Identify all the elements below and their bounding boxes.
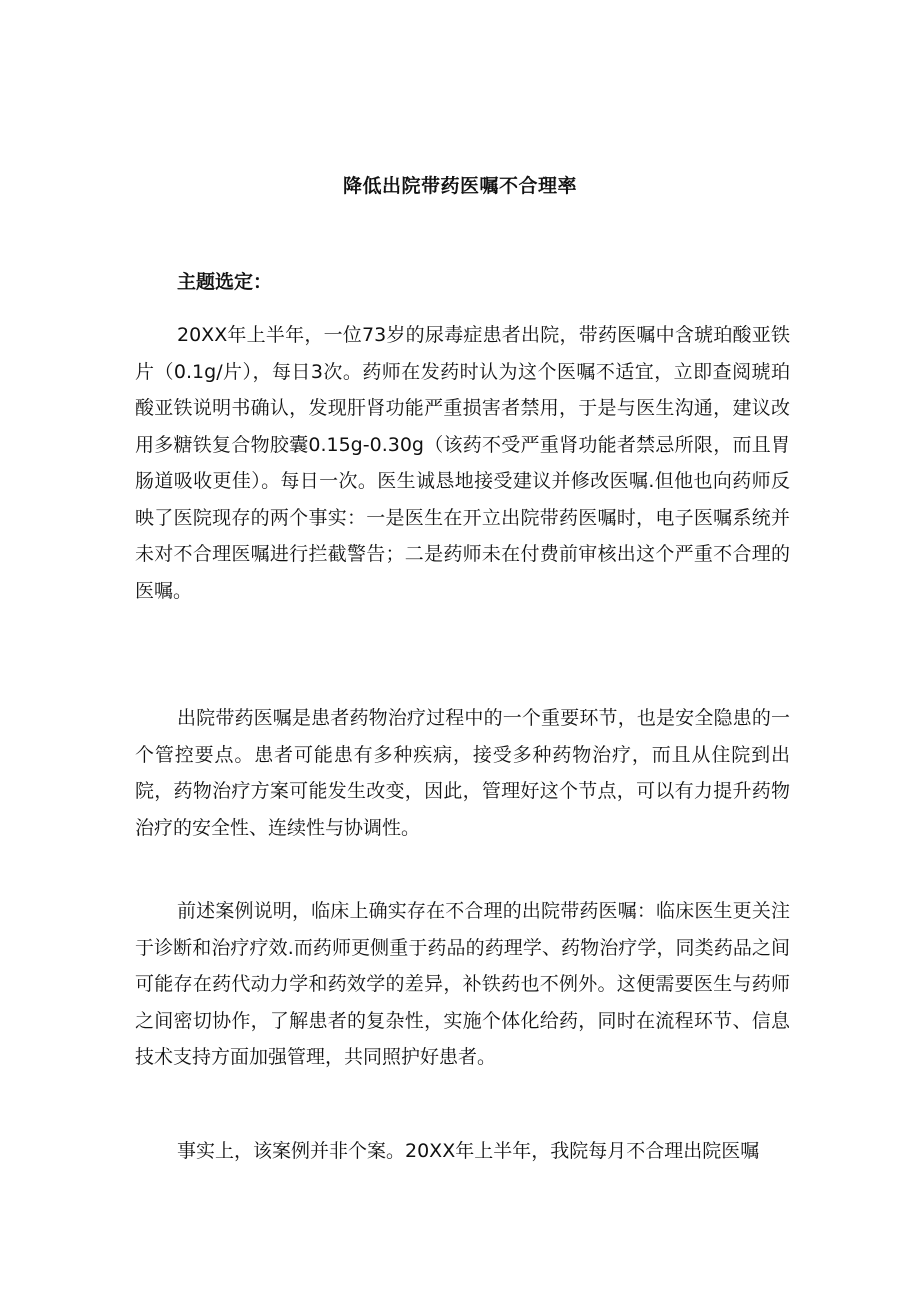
paragraph-case: 20XX年上半年，一位73岁的尿毒症患者出院，带药医嘱中含琥珀酸亚铁片（0.1g/片），每日3次。药师在发药时认为这个医嘱不适宜，立即查阅琥珀酸亚铁说明书确认，发现肝肾功能严重损害者禁用，于是与医生沟通，建议改用多糖铁复合物胶囊0.15g-0.30g（该药不受严重肾功能者禁忌所限，而且胃肠道吸收更佳）。每日一次。医生诚恳地接受建议并修改医嘱.但他也向药师反映了医院现存的两个事实：一是医生在开立出院带药医嘱时，电子医嘱系统并未对不合理医嘱进行拦截警告；二是药师未在付费前审核出这个严重不合理的医嘱。 xyxy=(135,324,790,602)
paragraph-importance: 出院带药医嘱是患者药物治疗过程中的一个重要环节，也是安全隐患的一个管控要点。患者可能患有多种疾病，接受多种药物治疗，而且从住院到出院，药物治疗方案可能发生改变，因此，管理好这个节点，可以有力提升药物治疗的安全性、连续性与协调性。 xyxy=(135,707,790,839)
document-title: 降低出院带药医嘱不合理率 xyxy=(342,175,577,197)
paragraph-analysis: 前述案例说明，临床上确实存在不合理的出院带药医嘱：临床医生更关注于诊断和治疗疗效.而药师更侧重于药品的药理学、药物治疗学，同类药品之间可能存在药代动力学和药效学的差异，补铁药也不例外。这便需要医生与药师之间密切协作，了解患者的复杂性，实施个体化给药，同时在流程环节、信息技术支持方面加强管理，共同照护好患者。 xyxy=(135,900,790,1068)
section-heading: 主题选定： xyxy=(177,271,273,293)
paragraph-fact: 事实上，该案例并非个案。20XX年上半年，我院每月不合理出院医嘱 xyxy=(177,1140,760,1162)
